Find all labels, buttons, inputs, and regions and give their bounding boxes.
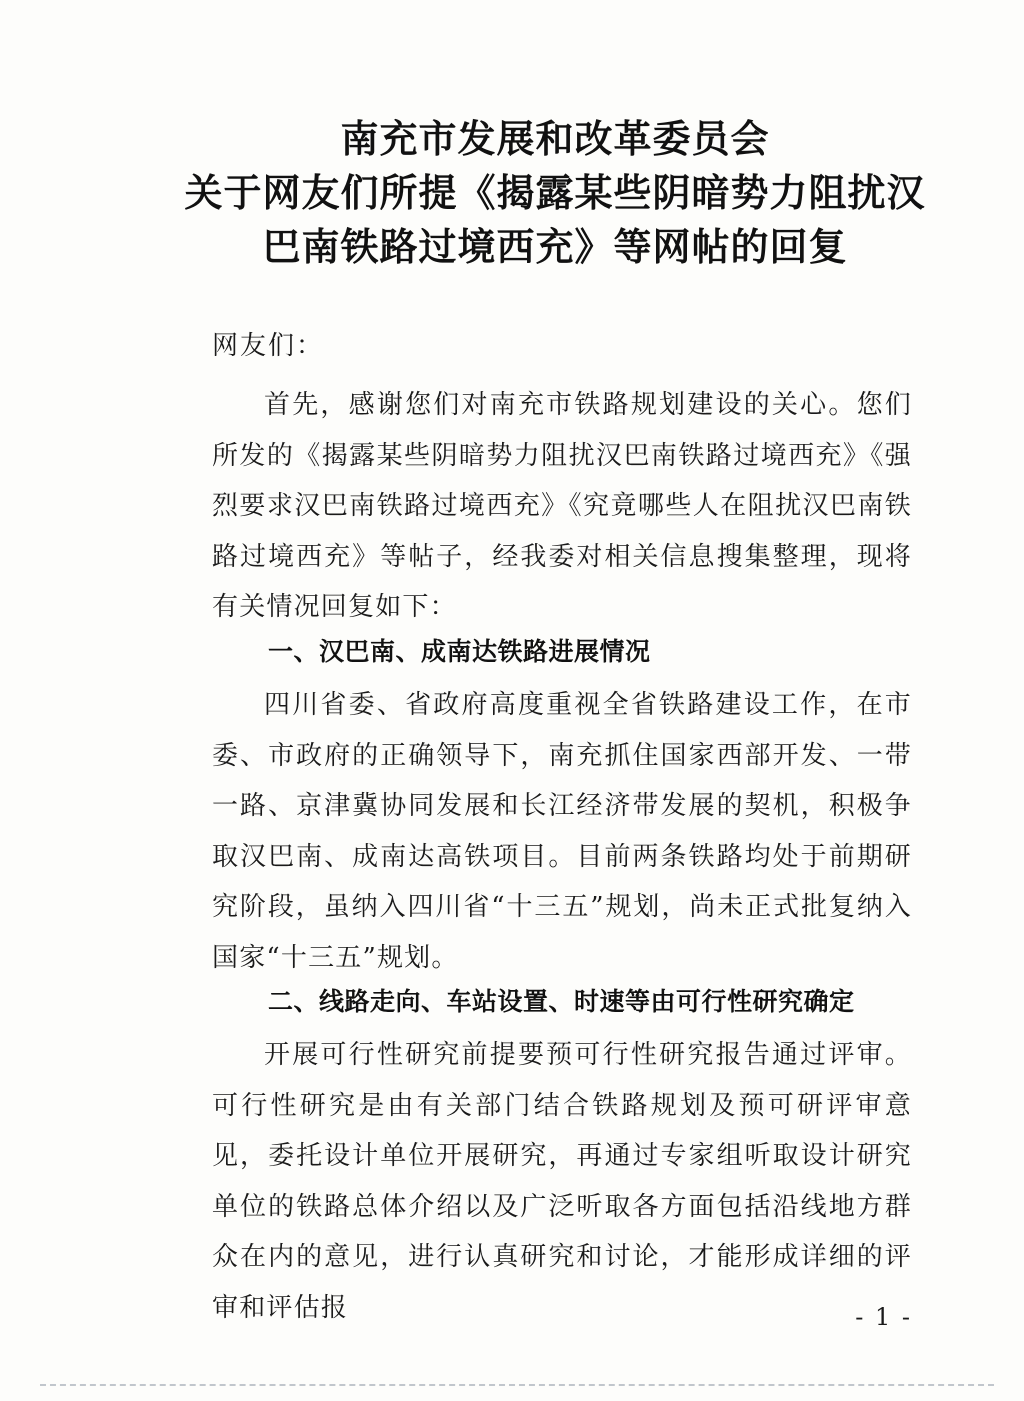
title-line-3: 巴南铁路过境西充》等网帖的回复 [262, 224, 848, 269]
section-heading-1: 一、汉巴南、成南达铁路进展情况 [268, 637, 651, 666]
paragraph-feasibility: 开展可行性研究前提要预可行性研究报告通过评审。可行性研究是由有关部门结合铁路规划及预可研评审意见，委托设计单位开展研究，再通过专家组听取设计研究单位的铁路总体介绍以及广泛听取各方面包括沿线地方群众在内的意见，进行认真研究和讨论，才能形成详细的评审和评估报 [212, 1040, 912, 1323]
document-title [180, 112, 930, 274]
scan-edge-divider [40, 1384, 994, 1386]
title-line-2: 关于网友们所提《揭露某些阴暗势力阻扰汉 [184, 170, 926, 215]
section-heading-2: 二、线路走向、车站设置、时速等由可行性研究确定 [268, 987, 855, 1016]
title-line-1: 南充市发展和改革委员会 [340, 116, 770, 161]
page-number: - 1 - [855, 1303, 912, 1331]
paragraph-progress: 四川省委、省政府高度重视全省铁路建设工作，在市委、市政府的正确领导下，南充抓住国家西部开发、一带一路、京津冀协同发展和长江经济带发展的契机，积极争取汉巴南、成南达高铁项目。目前两条铁路均处于前期研究阶段，虽纳入四川省“十三五”规划，尚未正式批复纳入国家“十三五”规划。 [212, 690, 912, 973]
salutation: 网友们： [212, 331, 325, 361]
paragraph-intro: 首先，感谢您们对南充市铁路规划建设的关心。您们所发的《揭露某些阴暗势力阻扰汉巴南铁路过境西充》《强烈要求汉巴南铁路过境西充》《究竟哪些人在阻扰汉巴南铁路过境西充》等帖子，经我委对相关信息搜集整理，现将有关情况回复如下： [212, 390, 912, 622]
